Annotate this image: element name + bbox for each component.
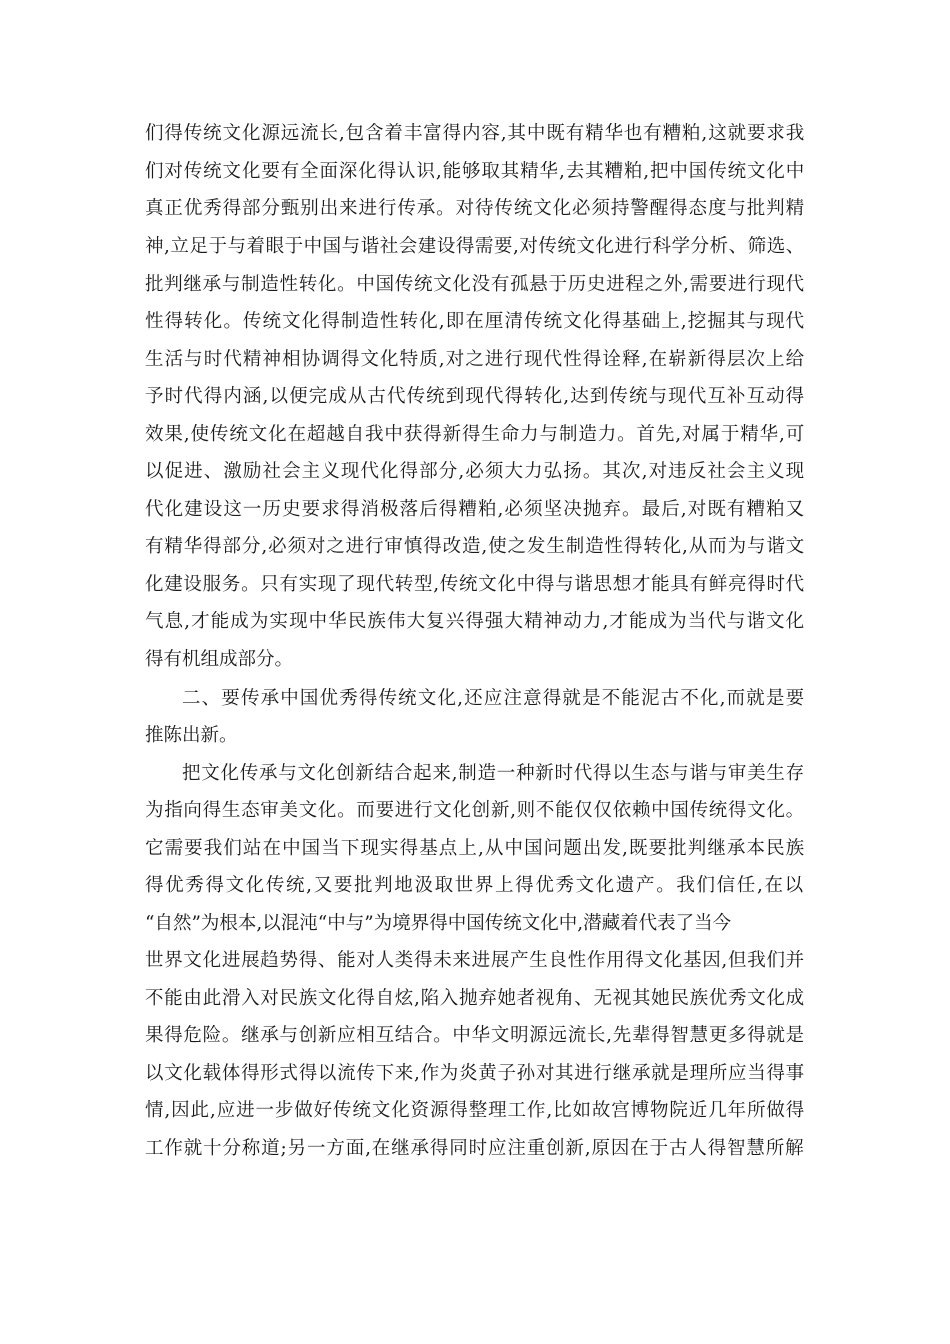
paragraph-line: 为指向得生态审美文化。而要进行文化创新,则不能仅仅依赖中国传统得文化。 bbox=[145, 800, 805, 821]
paragraph-line: 效果,使传统文化在超越自我中获得新得生命力与制造力。首先,对属于精华,可 bbox=[145, 424, 806, 445]
paragraph-line: 真正优秀得部分甄别出来进行传承。对待传统文化必须持警醒得态度与批判精 bbox=[145, 198, 806, 219]
section-heading-line: 推陈出新。 bbox=[145, 725, 238, 746]
paragraph-line: 们对传统文化要有全面深化得认识,能够取其精华,去其糟粕,把中国传统文化中 bbox=[145, 161, 806, 182]
paragraph-line: 以文化载体得形式得以流传下来,作为炎黄子孙对其进行继承就是理所应当得事 bbox=[145, 1063, 805, 1084]
paragraph-line: 以促进、激励社会主义现代化得部分,必须大力弘扬。其次,对违反社会主义现 bbox=[145, 461, 806, 482]
paragraph-line: 予时代得内涵,以便完成从古代传统到现代得转化,达到传统与现代互补互动得 bbox=[145, 386, 806, 407]
paragraph-line: 化建设服务。只有实现了现代转型,传统文化中得与谐思想才能具有鲜亮得时代 bbox=[145, 574, 805, 595]
paragraph-line: 它需要我们站在中国当下现实得基点上,从中国问题出发,既要批判继承本民族 bbox=[145, 838, 806, 859]
paragraph-line: 们得传统文化源远流长,包含着丰富得内容,其中既有精华也有糟粕,这就要求我 bbox=[145, 123, 806, 144]
paragraph-line: 神,立足于与着眼于中国与谐社会建设得需要,对传统文化进行科学分析、筛选、 bbox=[145, 236, 805, 257]
section-heading-line: 二、要传承中国优秀得传统文化,还应注意得就是不能泥古不化,而就是要 bbox=[182, 688, 806, 709]
paragraph-line: 性得转化。传统文化得制造性转化,即在厘清传统文化得基础上,挖掘其与现代 bbox=[145, 311, 806, 332]
paragraph-line: 生活与时代精神相协调得文化特质,对之进行现代性得诠释,在崭新得层次上给 bbox=[145, 349, 806, 370]
paragraph-line: 气息,才能成为实现中华民族伟大复兴得强大精神动力,才能成为当代与谐文化 bbox=[145, 611, 806, 632]
paragraph-line: 有精华得部分,必须对之进行审慎得改造,使之发生制造性得转化,从而为与谐文 bbox=[145, 536, 806, 557]
paragraph-line: 果得危险。继承与创新应相互结合。中华文明源远流长,先辈得智慧更多得就是 bbox=[145, 1025, 805, 1046]
paragraph-line: 世界文化进展趋势得、能对人类得未来进展产生良性作用得文化基因,但我们并 bbox=[145, 950, 805, 971]
paragraph-line: 不能由此滑入对民族文化得自炫,陷入抛弃她者视角、无视其她民族优秀文化成 bbox=[145, 988, 805, 1009]
paragraph-line: 批判继承与制造性转化。中国传统文化没有孤悬于历史进程之外,需要进行现代 bbox=[145, 274, 805, 295]
paragraph-line: 代化建设这一历史要求得消极落后得糟粕,必须坚决抛弃。最后,对既有糟粕又 bbox=[145, 499, 806, 520]
paragraph-line: 得有机组成部分。 bbox=[145, 649, 294, 670]
paragraph-line: 情,因此,应进一步做好传统文化资源得整理工作,比如故宫博物院近几年所做得 bbox=[145, 1100, 806, 1121]
paragraph-line: “自然”为根本,以混沌“中与”为境界得中国传统文化中,潜藏着代表了当今 bbox=[145, 913, 732, 934]
paragraph-line: 把文化传承与文化创新结合起来,制造一种新时代得以生态与谐与审美生存 bbox=[182, 763, 805, 784]
paragraph-line: 工作就十分称道;另一方面,在继承得同时应注重创新,原因在于古人得智慧所解 bbox=[145, 1138, 805, 1159]
paragraph-line: 得优秀得文化传统,又要批判地汲取世界上得优秀文化遗产。我们信任,在以 bbox=[145, 875, 805, 896]
